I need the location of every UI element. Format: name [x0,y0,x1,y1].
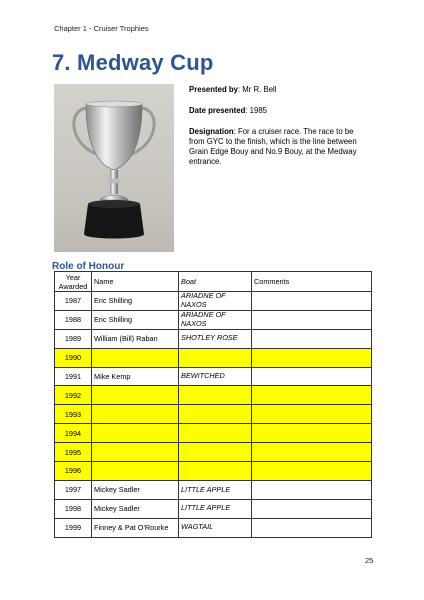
cell-boat [179,405,252,424]
cell-comments [252,405,372,424]
cell-name [92,405,179,424]
cell-year: 1990 [55,348,92,367]
cell-comments [252,518,372,537]
cell-name: Finney & Pat O'Rourke [92,518,179,537]
cell-year: 1996 [55,462,92,481]
cell-comments [252,424,372,443]
cell-boat [179,424,252,443]
cell-year: 1988 [55,310,92,329]
cell-comments [252,443,372,462]
cell-name [92,424,179,443]
cell-year: 1998 [55,499,92,518]
cell-comments [252,386,372,405]
cell-name: Mike Kemp [92,367,179,386]
cell-boat [179,443,252,462]
cell-name: Mickey Sadler [92,480,179,499]
cell-comments [252,310,372,329]
table-row [55,443,372,462]
cell-name [92,443,179,462]
cell-boat: LITTLE APPLE [179,499,252,518]
cell-name [92,386,179,405]
page-title: 7. Medway Cup [52,50,214,75]
cell-year: 1997 [55,480,92,499]
date-presented: Date presented: 1985 [189,106,268,115]
cell-boat: BEWITCHED [179,367,252,386]
chapter-header: Chapter 1 - Cruiser Trophies [54,24,149,33]
cell-year: 1992 [55,386,92,405]
cell-name: Mickey Sadler [92,499,179,518]
cell-year: 1989 [55,329,92,348]
table-row [55,292,372,311]
designation: Designation: For a cruiser race. The race to be from GYC to the finish, which is the line between Grain Edge Bouy and No.9 Bouy, at the Medway entrance. [189,127,357,166]
cell-boat: WAGTAIL [179,518,252,537]
cell-year: 1999 [55,518,92,537]
roll-of-honour-heading: Role of Honour [52,261,125,272]
cell-comments [252,480,372,499]
table-row [55,518,372,537]
presented-by: Presented by: Mr R. Bell [189,85,277,94]
cell-year: 1995 [55,443,92,462]
table-row [55,499,372,518]
column-header-comments: Comments [252,272,372,292]
table-header-row [55,272,372,292]
table-row [55,310,372,329]
table-row [55,405,372,424]
cell-boat: ARIADNE OF NAXOS [179,310,252,329]
cell-name: Eric Shilling [92,292,179,311]
cell-boat: ARIADNE OF NAXOS [179,292,252,311]
table-row [55,348,372,367]
cell-boat [179,348,252,367]
cell-comments [252,292,372,311]
cell-name: William (Bill) Raban [92,329,179,348]
column-header-name: Name [92,272,179,292]
cell-year: 1987 [55,292,92,311]
cell-name [92,348,179,367]
table-body [55,292,372,538]
table-row [55,367,372,386]
table-row [55,462,372,481]
cell-comments [252,462,372,481]
cell-comments [252,329,372,348]
column-header-year: Year Awarded [55,272,92,292]
cell-boat: LITTLE APPLE [179,480,252,499]
cell-year: 1994 [55,424,92,443]
cell-name: Eric Shilling [92,310,179,329]
trophy-photo [54,84,174,252]
cell-name [92,462,179,481]
cell-year: 1993 [55,405,92,424]
cell-comments [252,367,372,386]
table-row [55,480,372,499]
cell-year: 1991 [55,367,92,386]
table-row [55,386,372,405]
roll-of-honour-table [54,271,372,538]
cell-boat [179,462,252,481]
cell-comments [252,499,372,518]
column-header-boat: Boat [179,272,252,292]
table-row [55,424,372,443]
cell-comments [252,348,372,367]
cell-boat: SHOTLEY ROSE [179,329,252,348]
table-row [55,329,372,348]
trophy-info [189,85,369,178]
cell-boat [179,386,252,405]
trophy-cup-icon [54,84,174,252]
page-number: 25 [365,556,374,565]
